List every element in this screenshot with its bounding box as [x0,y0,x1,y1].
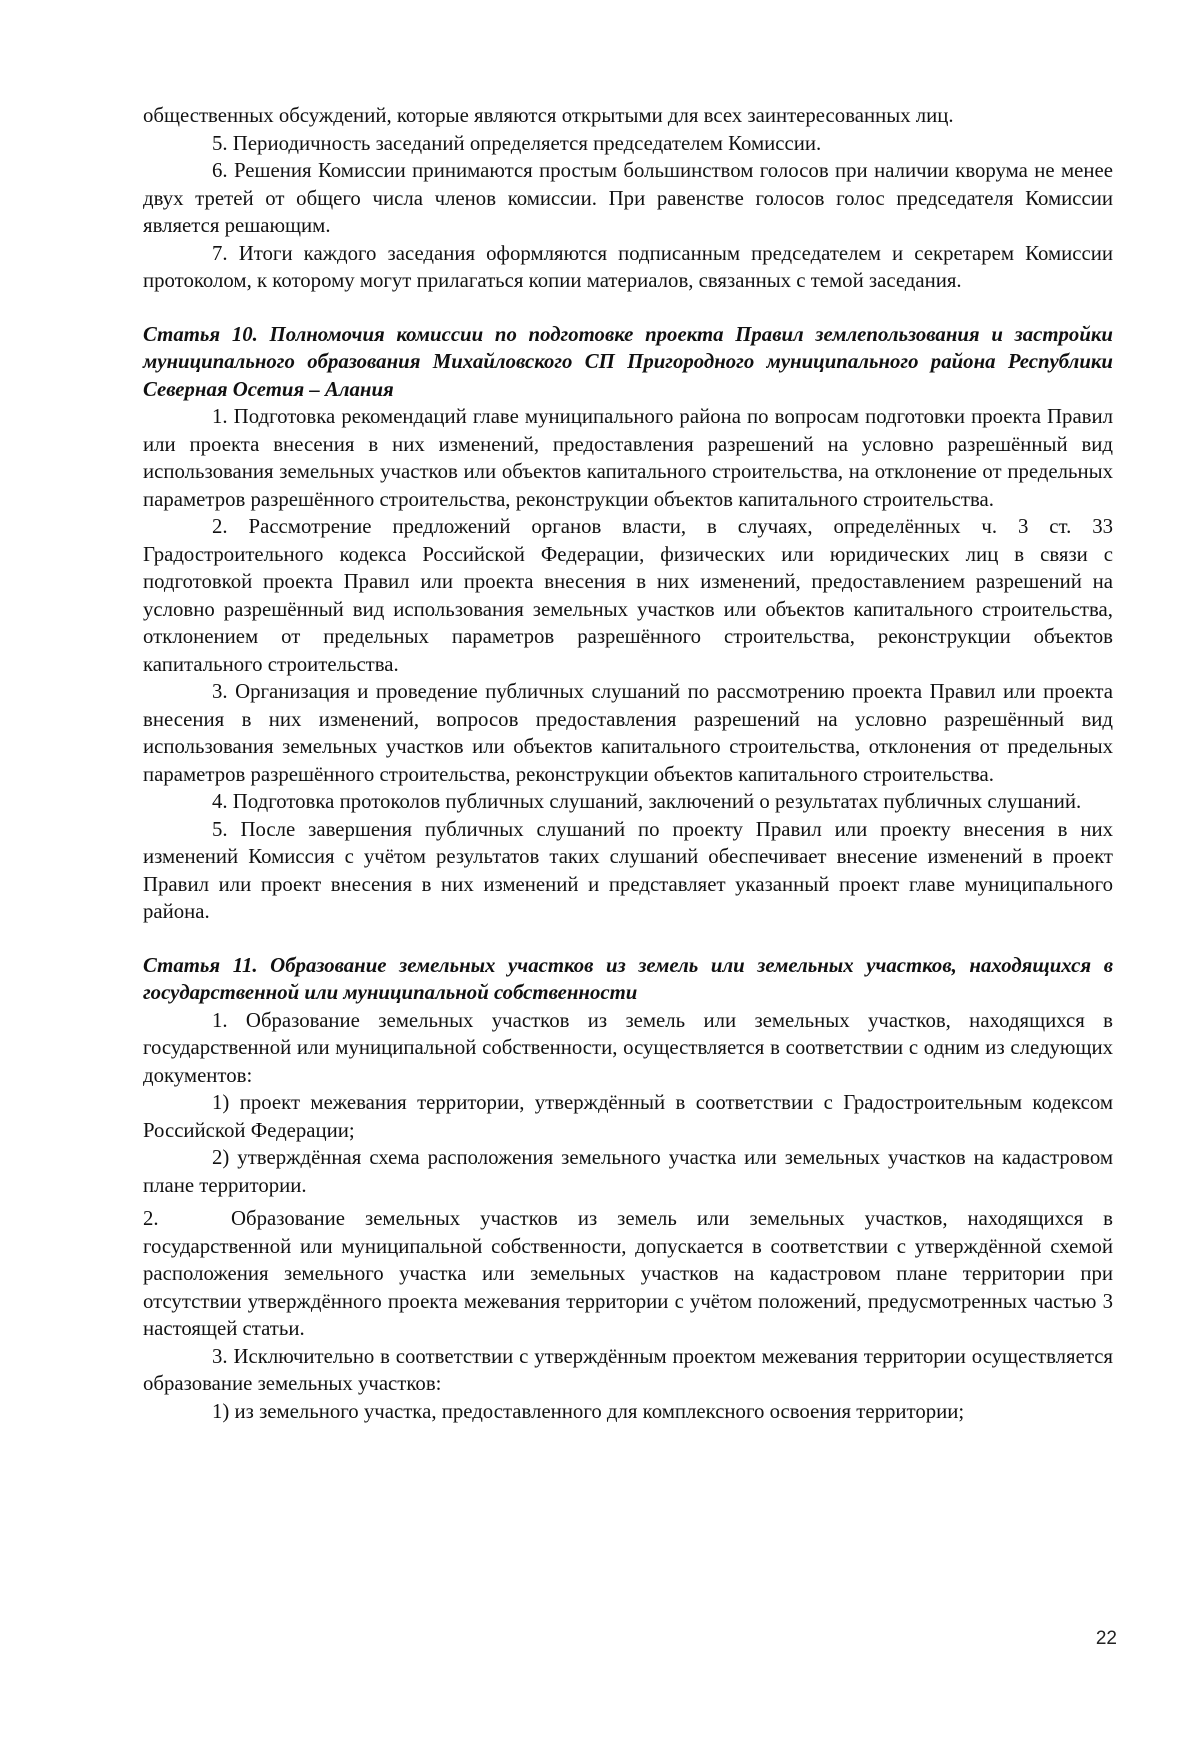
article-11-item-2 [143,1205,1113,1343]
article-10-item-4: 4. Подготовка протоколов публичных слушаний, заключений о результатах публичных слушаний. [212,790,1082,813]
article-11-item-1-sub-1: 1) проект межевания территории, утверждённый в соответствии с Градостроительным кодексом Российской Федерации; [143,1091,1113,1142]
paragraph-item-6: 6. Решения Комиссии принимаются простым большинством голосов при наличии кворума не менее двух третей от общего числа членов комиссии. При равенстве голосов голос председателя Комиссии является решающим. [143,159,1113,237]
article-11-item-1: 1. Образование земельных участков из земель или земельных участков, находящихся в государственной или муниципальной собственности, осуществляется в соответствии с одним из следующих документов: [143,1008,1113,1087]
article-11-item-2-text: Образование земельных участков из земель или земельных участков, находящихся в государственной или муниципальной собственности, допускается в соответствии с утверждённой схемой расположения земельного участка или земельных участков на кадастровом плане территории при отсутствии утверждённого проекта межевания территории с учётом положений, предусмотренных частью 3 настоящей статьи. [143,1207,1113,1340]
article-11-heading: Статья 11. Образование земельных участков из земель или земельных участков, находящихся в государственной или муниципальной собственности [143,953,1113,1004]
article-11-item-3-sub-1: 1) из земельного участка, предоставленного для комплексного освоения территории; [212,1399,965,1423]
paragraph-item-7: 7. Итоги каждого заседания оформляются подписанным председателем и секретарем Комиссии протоколом, к которому могут прилагаться копии материалов, связанных с темой заседания. [143,241,1113,292]
article-10-item-1: 1. Подготовка рекомендаций главе муниципального района по вопросам подготовки проекта Правил или проекта внесения в них изменений, предоставления разрешений на условно разрешённый вид использования земельных участков или объектов капитального строительства, на отклонение от предельных параметров разрешённого строительства, реконструкции объектов капитального строительства. [143,405,1113,511]
article-10-item-2: 2. Рассмотрение предложений органов власти, в случаях, определённых ч. 3 ст. 33 Градостроительного кодекса Российской Федерации, физических или юридических лиц в связи с подготовкой проекта Правил или проекта внесения в них изменений, предоставлением разрешений на условно разрешённый вид использования земельных участков или объектов капитального строительства, отклонением от предельных параметров разрешённого строительства, реконструкции объектов капитального строительства. [143,515,1113,676]
article-10-heading: Статья 10. Полномочия комиссии по подготовке проекта Правил землепользования и застройки муниципального образования Михайловского СП Пригородного муниципального района Республики Северная Осетия – Алания [143,322,1113,401]
paragraph-item-5: 5. Периодичность заседаний определяется председателем Комиссии. [212,131,822,155]
article-10-item-5: 5. После завершения публичных слушаний по проекту Правил или проекту внесения в них изменений Комиссия с учётом результатов таких слушаний обеспечивает внесение изменений в проект Правил или проект внесения в них изменений и представляет указанный проект главе муниципального района. [143,817,1113,923]
article-10-item-3: 3. Организация и проведение публичных слушаний по рассмотрению проекта Правил или проекта внесения в них изменений, вопросов предоставления разрешений на условно разрешённый вид использования земельных участков или объектов капитального строительства, отклонения от предельных параметров разрешённого строительства, реконструкции объектов капитального строительства. [143,680,1113,786]
article-11-item-2-number: 2. [143,1207,159,1230]
document-body [143,102,1113,1425]
article-11-item-1-sub-2: 2) утверждённая схема расположения земельного участка или земельных участков на кадастровом плане территории. [143,1146,1113,1197]
paragraph-continuation: общественных обсуждений, которые являются открытыми для всех заинтересованных лиц. [143,104,954,127]
article-11-item-3: 3. Исключительно в соответствии с утверждённым проектом межевания территории осуществляется образование земельных участков: [143,1344,1113,1395]
page-number: 22 [1095,1628,1117,1649]
